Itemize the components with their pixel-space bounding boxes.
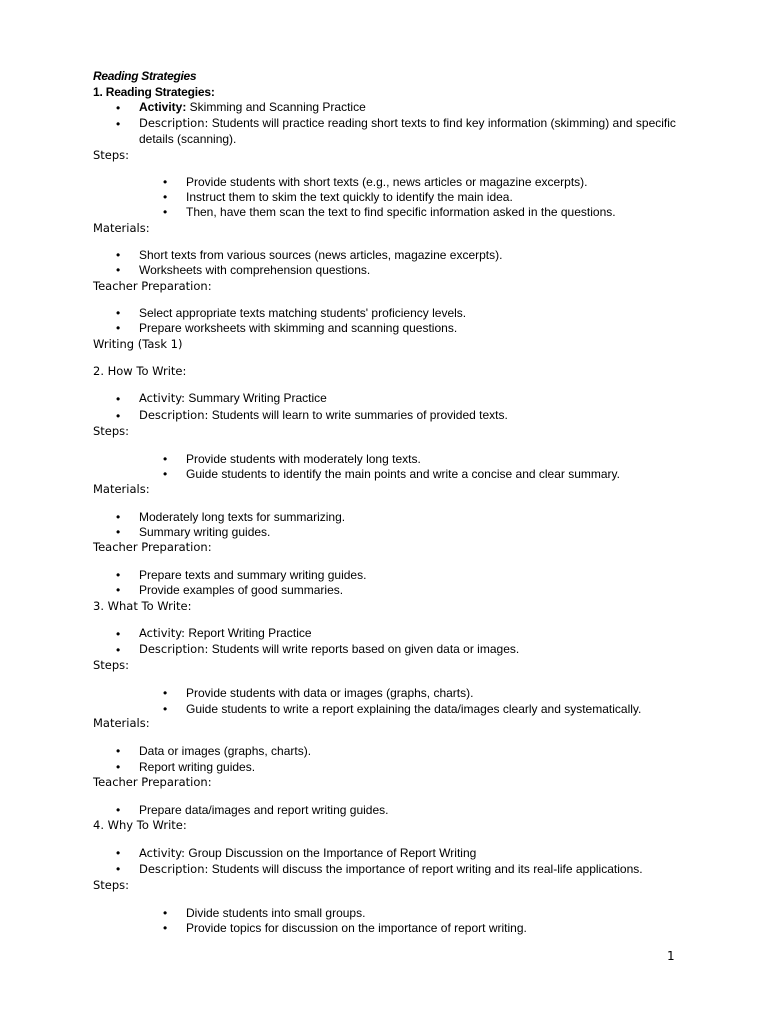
activity-label: Activity: — [139, 626, 186, 640]
s3-activity — [139, 626, 312, 642]
s3-prep-heading: Teacher Preparation: — [93, 775, 212, 789]
s2-prep-1: Prepare texts and summary writing guides. — [139, 568, 367, 582]
activity-text: Summary Writing Practice — [185, 391, 327, 405]
bullet: • — [116, 263, 121, 277]
bullet: • — [116, 306, 121, 320]
description-text: Students will practice reading short texts to find key information (skimming) and specific details (scanning). — [139, 116, 676, 146]
s2-step-1: Provide students with moderately long texts. — [186, 452, 421, 466]
activity-text: Group Discussion on the Importance of Report Writing — [185, 846, 477, 860]
s1-steps-heading: Steps: — [93, 148, 130, 162]
s4-activity — [139, 846, 476, 862]
s3-materials-heading: Materials: — [93, 716, 150, 730]
section-1-heading: 1. Reading Strategies: — [93, 85, 215, 99]
bullet: • — [163, 190, 168, 204]
s2-prep-2: Provide examples of good summaries. — [139, 583, 344, 597]
bullet: • — [116, 583, 121, 597]
s2-material-1: Moderately long texts for summarizing. — [139, 510, 346, 524]
section-3-heading: 3. What To Write: — [93, 599, 192, 613]
s2-materials-heading: Materials: — [93, 482, 150, 496]
s2-material-2: Summary writing guides. — [139, 525, 271, 539]
s3-prep-1: Prepare data/images and report writing guides. — [139, 803, 389, 817]
description-text: Students will discuss the importance of report writing and its real-life applications. — [208, 862, 643, 876]
bullet: • — [163, 452, 168, 466]
s3-step-1: Provide students with data or images (graphs, charts). — [186, 686, 474, 700]
s3-steps-heading: Steps: — [93, 658, 130, 672]
activity-text: Report Writing Practice — [185, 626, 312, 640]
bullet: • — [116, 117, 121, 131]
writing-task-heading: Writing (Task 1) — [93, 337, 183, 351]
s2-activity — [139, 391, 327, 407]
s2-prep-heading: Teacher Preparation: — [93, 540, 212, 554]
bullet: • — [116, 627, 121, 641]
bullet: • — [163, 175, 168, 189]
bullet: • — [116, 392, 121, 406]
bullet: • — [163, 467, 168, 481]
description-text: Students will learn to write summaries of provided texts. — [208, 408, 508, 422]
s1-material-2: Worksheets with comprehension questions. — [139, 263, 371, 277]
activity-label: Activity: — [139, 391, 186, 405]
bullet: • — [116, 744, 121, 758]
activity-label: Activity: — [139, 846, 186, 860]
s4-step-2: Provide topics for discussion on the importance of report writing. — [186, 921, 527, 935]
description-label: Description: — [139, 116, 209, 130]
description-label: Description: — [139, 642, 209, 656]
bullet: • — [116, 321, 121, 335]
bullet: • — [116, 760, 121, 774]
s1-activity — [139, 100, 366, 116]
bullet: • — [116, 846, 121, 860]
bullet: • — [116, 248, 121, 262]
s3-material-2: Report writing guides. — [139, 760, 256, 774]
s1-prep-heading: Teacher Preparation: — [93, 279, 212, 293]
s2-step-2: Guide students to identify the main points and write a concise and clear summary. — [186, 467, 620, 481]
bullet: • — [116, 510, 121, 524]
activity-label: Activity: — [139, 100, 187, 114]
s4-description — [139, 862, 643, 878]
bullet: • — [163, 686, 168, 700]
bullet: • — [116, 568, 121, 582]
s4-steps-heading: Steps: — [93, 878, 130, 892]
s1-prep-1: Select appropriate texts matching students' proficiency levels. — [139, 306, 467, 320]
description-label: Description: — [139, 408, 209, 422]
s3-step-2: Guide students to write a report explaining the data/images clearly and systematically. — [186, 702, 642, 716]
s1-material-1: Short texts from various sources (news articles, magazine excerpts). — [139, 248, 503, 262]
s3-material-1: Data or images (graphs, charts). — [139, 744, 312, 758]
s4-step-1: Divide students into small groups. — [186, 906, 366, 920]
s2-description — [139, 408, 508, 424]
section-2-heading: 2. How To Write: — [93, 364, 187, 378]
s2-steps-heading: Steps: — [93, 424, 130, 438]
section-4-heading: 4. Why To Write: — [93, 818, 187, 832]
bullet: • — [116, 525, 121, 539]
s3-description — [139, 642, 519, 658]
s1-step-3: Then, have them scan the text to find specific information asked in the questions. — [186, 205, 616, 219]
bullet: • — [116, 409, 121, 423]
s1-step-1: Provide students with short texts (e.g., news articles or magazine excerpts). — [186, 175, 588, 189]
bullet: • — [116, 862, 121, 876]
bullet: • — [163, 921, 168, 935]
bullet: • — [163, 906, 168, 920]
bullet: • — [163, 205, 168, 219]
page-number: 1 — [667, 949, 675, 963]
bullet: • — [116, 101, 121, 115]
description-text: Students will write reports based on given data or images. — [208, 642, 520, 656]
bullet: • — [116, 803, 121, 817]
activity-text: Skimming and Scanning Practice — [186, 100, 366, 114]
document-title: Reading Strategies — [93, 69, 197, 83]
s1-materials-heading: Materials: — [93, 221, 150, 235]
bullet: • — [163, 702, 168, 716]
bullet: • — [116, 643, 121, 657]
description-label: Description: — [139, 862, 209, 876]
s1-step-2: Instruct them to skim the text quickly to identify the main idea. — [186, 190, 513, 204]
s1-description — [139, 116, 679, 147]
s1-prep-2: Prepare worksheets with skimming and scanning questions. — [139, 321, 458, 335]
